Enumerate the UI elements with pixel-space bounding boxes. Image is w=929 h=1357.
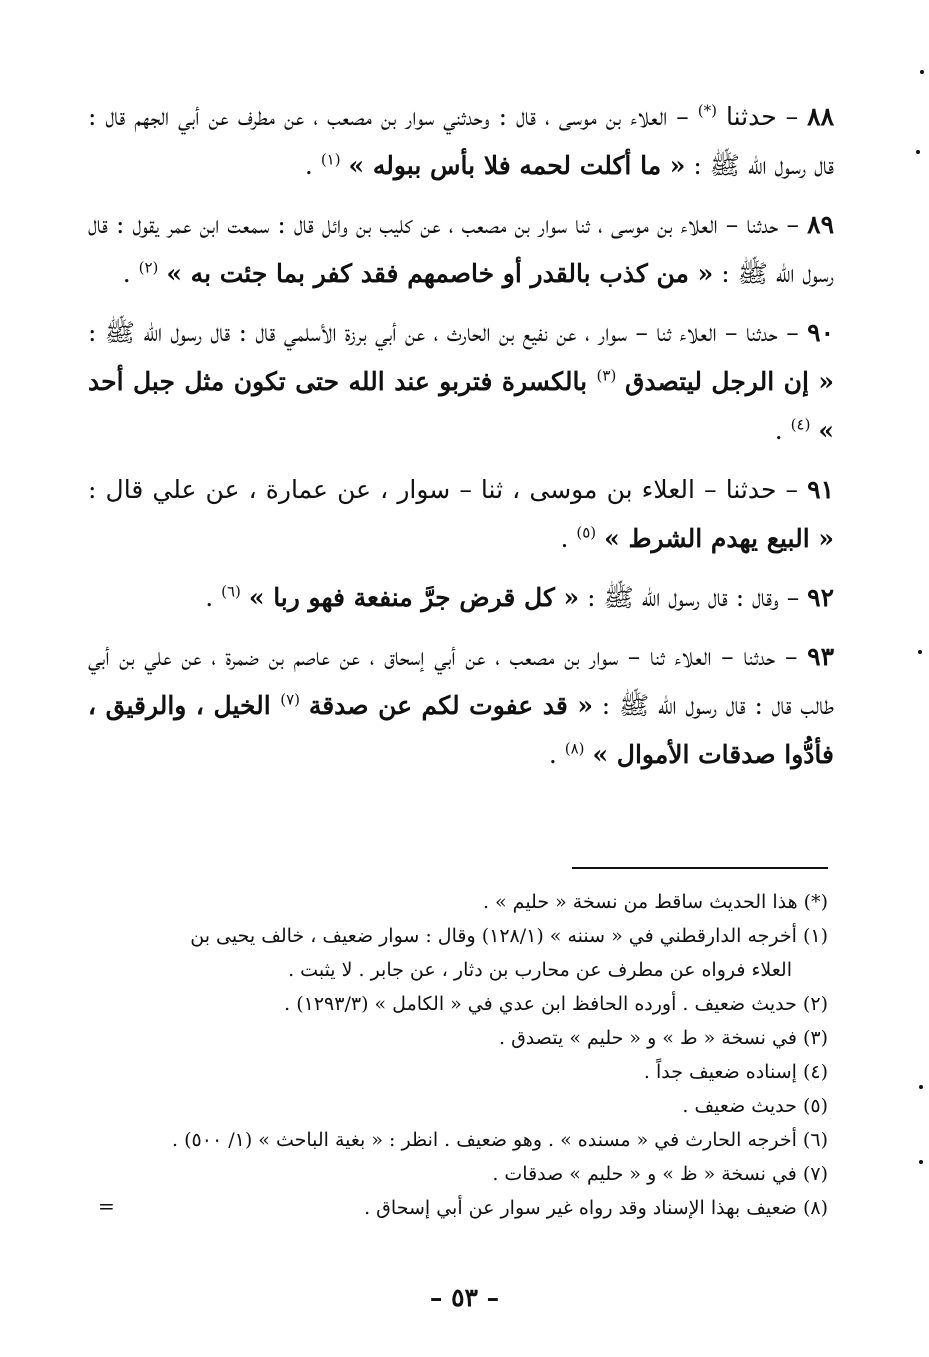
hadith-88 <box>88 92 834 190</box>
footnote-ref: (٨) <box>564 739 585 758</box>
scan-speck <box>916 150 920 154</box>
scan-speck <box>919 1085 923 1089</box>
scan-speck <box>919 1160 923 1164</box>
punctuation: . <box>560 524 577 553</box>
hadith-93 <box>88 632 834 779</box>
hadith-matn: « كل قرض جرَّ منفعة فهو ربا » <box>248 583 580 612</box>
hadith-matn: بالكسرة فتربو عند الله حتى تكون مثل جبل أحد » <box>88 367 834 445</box>
punctuation: . <box>774 416 791 445</box>
hadith-92 <box>88 573 834 622</box>
hadith-text-block <box>88 92 834 789</box>
page-number: – ٥٣ – <box>429 1283 500 1312</box>
hadith-matn: « البيع يهدم الشرط » <box>604 524 834 553</box>
footnote-3: (٣) في نسخة « ط » و « حليم » يتصدق . <box>498 1027 828 1049</box>
hadith-number: ٨٨ <box>807 102 834 131</box>
footnote-5: (٥) حديث ضعيف . <box>682 1095 828 1117</box>
punctuation: . <box>205 583 222 612</box>
footnote-ref: (٤) <box>790 415 811 434</box>
footnote-star: (*) هذا الحديث ساقط من نسخة « حليم » . <box>482 891 828 913</box>
hadith-matn: الخيل ، والرقيق ، فأدُّوا صدقات الأموال » <box>88 691 834 769</box>
hadith-number: ٩٢ <box>807 583 834 612</box>
hadith-text: – العلاء بن موسى ، قال : وحدثني سوار بن مصعب ، عن مطرف عن أبي الجهم قال : قال رسول الله ﷺ : <box>88 102 834 180</box>
footnote-ref: (٢) <box>138 258 159 277</box>
hadith-text: – حدثنا – العلاء ثنا – سوار بن مصعب ، عن أبي إسحاق ، عن عاصم بن ضمرة ، عن علي بن أبي طالب قال : قال رسول الله ﷺ : <box>88 642 835 720</box>
punctuation: . <box>122 259 139 288</box>
footnote-6: (٦) أخرجه الحارث في « مسنده » . وهو ضعيف . انظر : « بغية الباحث » (١/ ٥٠٠) . <box>172 1129 828 1151</box>
scan-speck <box>918 650 922 654</box>
hadith-matn: « ما أكلت لحمه فلا بأس ببوله » <box>348 151 686 180</box>
footnote-8-text: (٨) ضعيف بهذا الإسناد وقد رواه غير سوار عن أبي إسحاق . <box>364 1197 828 1219</box>
hadith-number: ٩١ <box>807 475 834 504</box>
hadith-text: – حدثنا – العلاء بن موسى ، ثنا – سوار ، عن عمارة ، عن علي قال : <box>88 475 808 504</box>
footnote-8 <box>88 1191 828 1225</box>
hadith-number: ٩٠ <box>807 318 834 347</box>
hadith-90 <box>88 308 834 455</box>
footnote-ref: (٥) <box>576 523 597 542</box>
hadith-text: – وقال : قال رسول الله ﷺ : <box>579 583 808 612</box>
continuation-mark: = <box>98 1194 115 1218</box>
footnote-1: (١) أخرجه الدارقطني في « سننه » (١٢٨/١) وقال : سوار ضعيف ، خالف يحيى بن <box>190 925 828 947</box>
footnote-4: (٤) إسناده ضعيف جداً . <box>643 1061 828 1083</box>
footnote-7: (٧) في نسخة « ظ » و « حليم » صدقات . <box>492 1163 828 1185</box>
footnote-1-continued: العلاء فرواه عن مطرف عن محارب بن دثار ، عن جابر . لا يثبت . <box>288 959 792 981</box>
footnotes <box>88 885 828 1225</box>
hadith-text: – حدثنا <box>717 102 808 131</box>
footnote-ref: (٦) <box>221 582 241 601</box>
punctuation: . <box>548 740 565 769</box>
hadith-matn: « إن الرجل ليتصدق <box>625 367 834 396</box>
footnote-ref: (٣) <box>596 366 617 385</box>
hadith-text: – حدثنا – العلاء ثنا – سوار ، عن نفيع بن الحارث ، عن أبي برزة الأسلمي قال : قال رسول الله ﷺ : <box>88 318 808 347</box>
footnote-ref: (٧) <box>280 690 301 709</box>
punctuation: . <box>304 151 321 180</box>
hadith-matn: « قد عفوت لكم عن صدقة <box>308 691 593 720</box>
footnote-2: (٢) حديث ضعيف . أورده الحافظ ابن عدي في « الكامل » (١٢٩٣/٣) . <box>284 993 828 1015</box>
hadith-91 <box>88 465 834 563</box>
footnote-ref: (*) <box>697 101 717 120</box>
hadith-text: – حدثنا – العلاء بن موسى ، ثنا سوار بن مصعب ، عن كليب بن وائل قال : سمعت ابن عمر يقول : قال رسول الله ﷺ : <box>88 210 834 288</box>
scan-speck <box>920 70 924 74</box>
hadith-number: ٩٣ <box>807 642 834 671</box>
footnote-divider <box>572 867 828 869</box>
footnote-ref: (١) <box>320 150 341 169</box>
hadith-89 <box>88 200 834 298</box>
hadith-number: ٨٩ <box>807 210 834 239</box>
hadith-matn: « من كذب بالقدر أو خاصمهم فقد كفر بما جئت به » <box>166 259 714 288</box>
